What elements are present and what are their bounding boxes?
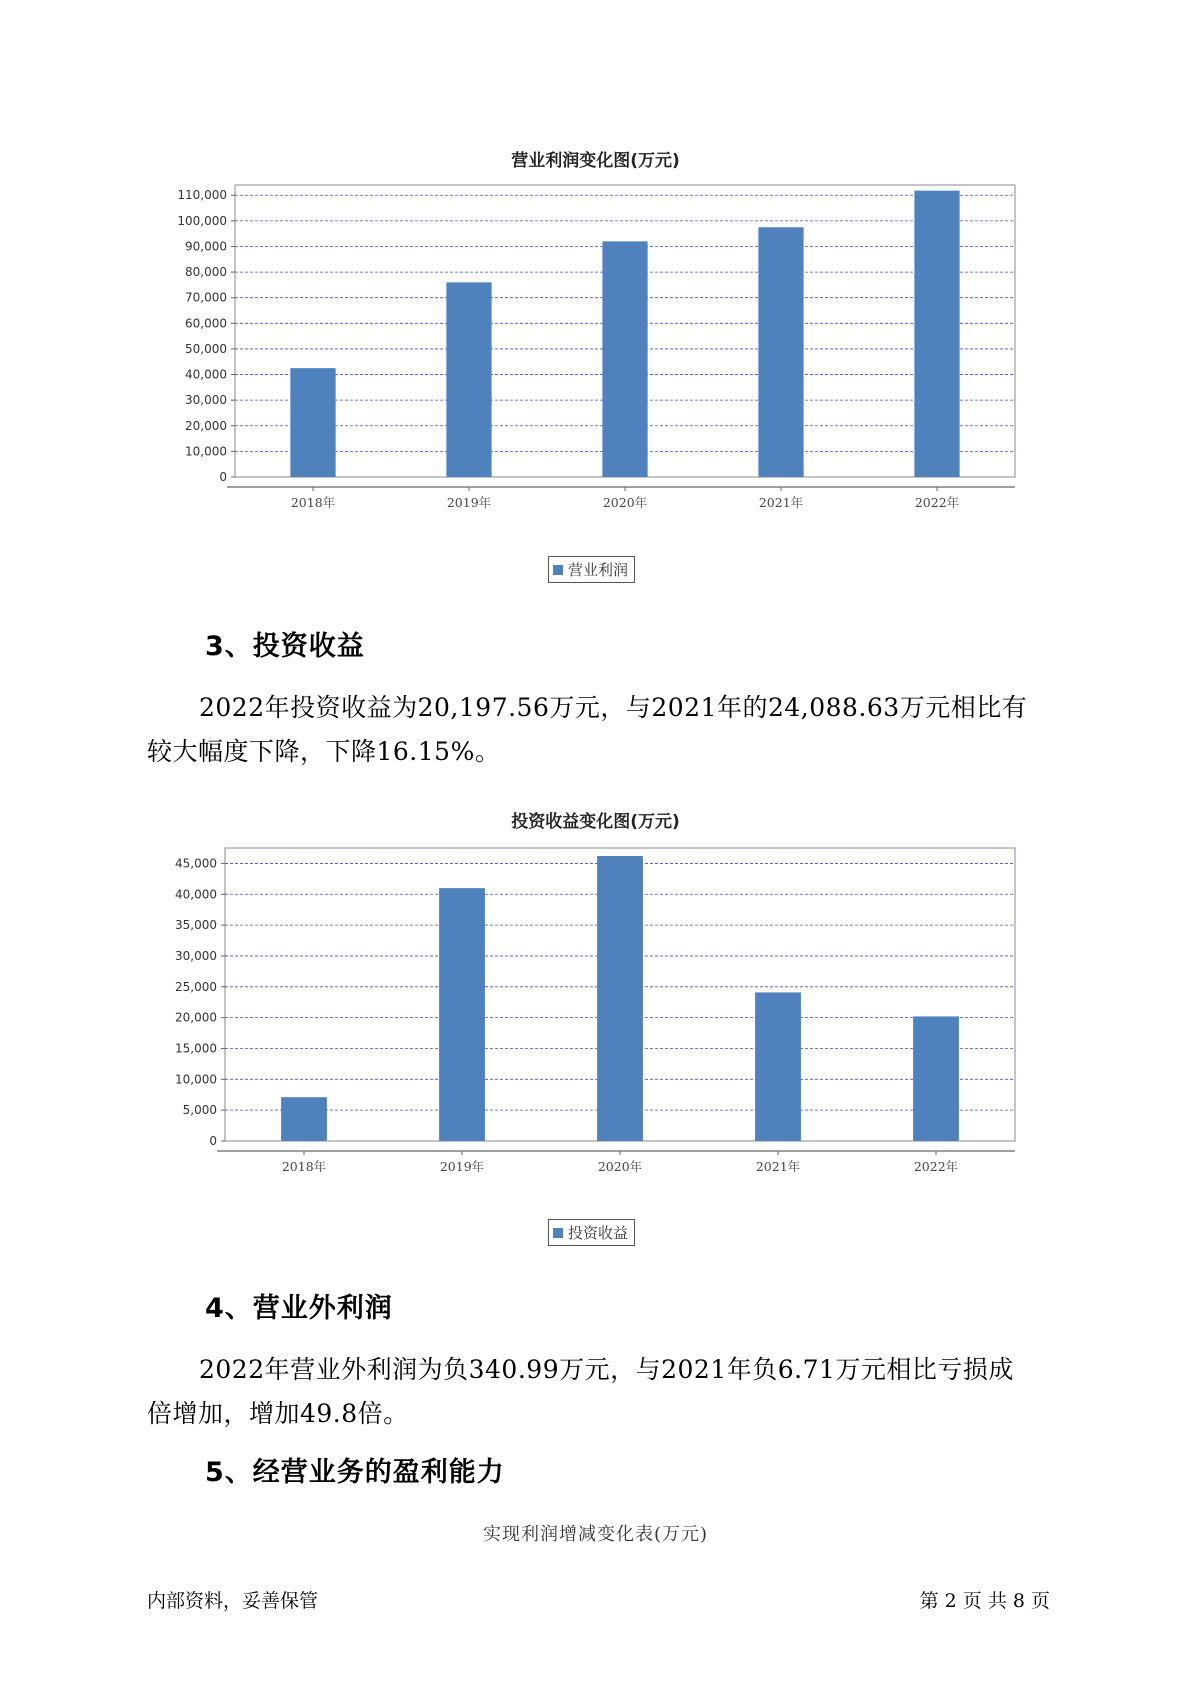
y-tick-label: 60,000 xyxy=(185,316,227,331)
y-tick-label: 0 xyxy=(219,470,227,484)
bar xyxy=(281,1097,327,1141)
bar xyxy=(755,992,801,1141)
y-tick-label: 20,000 xyxy=(175,1010,217,1025)
y-tick-label: 30,000 xyxy=(185,393,227,408)
chart1-legend-label: 营业利润 xyxy=(568,561,629,579)
y-tick-label: 70,000 xyxy=(185,290,227,305)
x-tick-label: 2021年 xyxy=(755,1159,801,1174)
y-tick-label: 10,000 xyxy=(185,444,227,459)
operating-profit-chart xyxy=(150,185,1030,515)
x-tick-label: 2020年 xyxy=(602,495,648,510)
bar xyxy=(439,888,485,1141)
section5-heading: 5、经营业务的盈利能力 xyxy=(205,1457,505,1488)
section3-line1: 2022年投资收益为20,197.56万元，与2021年的24,088.63万元相比有 xyxy=(199,693,1028,722)
table-caption: 实现利润增减变化表(万元) xyxy=(482,1524,709,1545)
chart2-legend xyxy=(548,1219,635,1246)
legend-swatch xyxy=(553,565,563,575)
y-tick-label: 30,000 xyxy=(175,948,217,963)
x-tick-label: 2019年 xyxy=(439,1159,485,1174)
chart1-legend xyxy=(548,556,635,583)
y-tick-label: 100,000 xyxy=(177,213,227,228)
footer-page-number: 第 2 页 共 8 页 xyxy=(919,1590,1050,1612)
section4-heading: 4、营业外利润 xyxy=(205,1293,393,1324)
chart2-legend-label: 投资收益 xyxy=(568,1224,629,1242)
chart2-title: 投资收益变化图(万元) xyxy=(511,812,680,832)
section4-line1: 2022年营业外利润为负340.99万元，与2021年负6.71万元相比亏损成 xyxy=(199,1355,1014,1384)
section3-line2: 较大幅度下降，下降16.15%。 xyxy=(147,737,501,766)
x-tick-label: 2021年 xyxy=(758,495,804,510)
y-tick-label: 80,000 xyxy=(185,265,227,280)
x-tick-label: 2018年 xyxy=(290,495,336,510)
bar xyxy=(758,227,803,477)
chart1-title: 营业利润变化图(万元) xyxy=(511,151,680,171)
bar xyxy=(446,282,491,477)
y-tick-label: 40,000 xyxy=(175,887,217,902)
y-tick-label: 20,000 xyxy=(185,418,227,433)
x-tick-label: 2022年 xyxy=(914,495,960,510)
x-tick-label: 2018年 xyxy=(281,1159,327,1174)
bar xyxy=(914,191,959,477)
y-tick-label: 50,000 xyxy=(185,341,227,356)
y-tick-label: 40,000 xyxy=(185,367,227,382)
x-tick-label: 2022年 xyxy=(913,1159,959,1174)
y-tick-label: 45,000 xyxy=(175,856,217,871)
y-tick-label: 110,000 xyxy=(177,188,227,203)
bar xyxy=(602,241,647,477)
section4-line2: 倍增加，增加49.8倍。 xyxy=(147,1399,409,1428)
bar xyxy=(290,368,335,477)
y-tick-label: 5,000 xyxy=(182,1103,217,1118)
y-tick-label: 90,000 xyxy=(185,239,227,254)
x-tick-label: 2020年 xyxy=(597,1159,643,1174)
legend-swatch xyxy=(553,1228,563,1238)
investment-income-chart xyxy=(150,848,1030,1178)
y-tick-label: 35,000 xyxy=(175,918,217,933)
y-tick-label: 0 xyxy=(209,1134,217,1148)
y-tick-label: 15,000 xyxy=(175,1041,217,1056)
section3-paragraph xyxy=(147,686,1062,774)
footer-confidential: 内部资料，妥善保管 xyxy=(147,1590,319,1612)
section3-heading: 3、投资收益 xyxy=(205,631,365,662)
bar xyxy=(913,1016,959,1141)
x-tick-label: 2019年 xyxy=(446,495,492,510)
section4-paragraph xyxy=(147,1348,1062,1436)
y-tick-label: 10,000 xyxy=(175,1072,217,1087)
y-tick-label: 25,000 xyxy=(175,979,217,994)
bar xyxy=(597,856,643,1141)
